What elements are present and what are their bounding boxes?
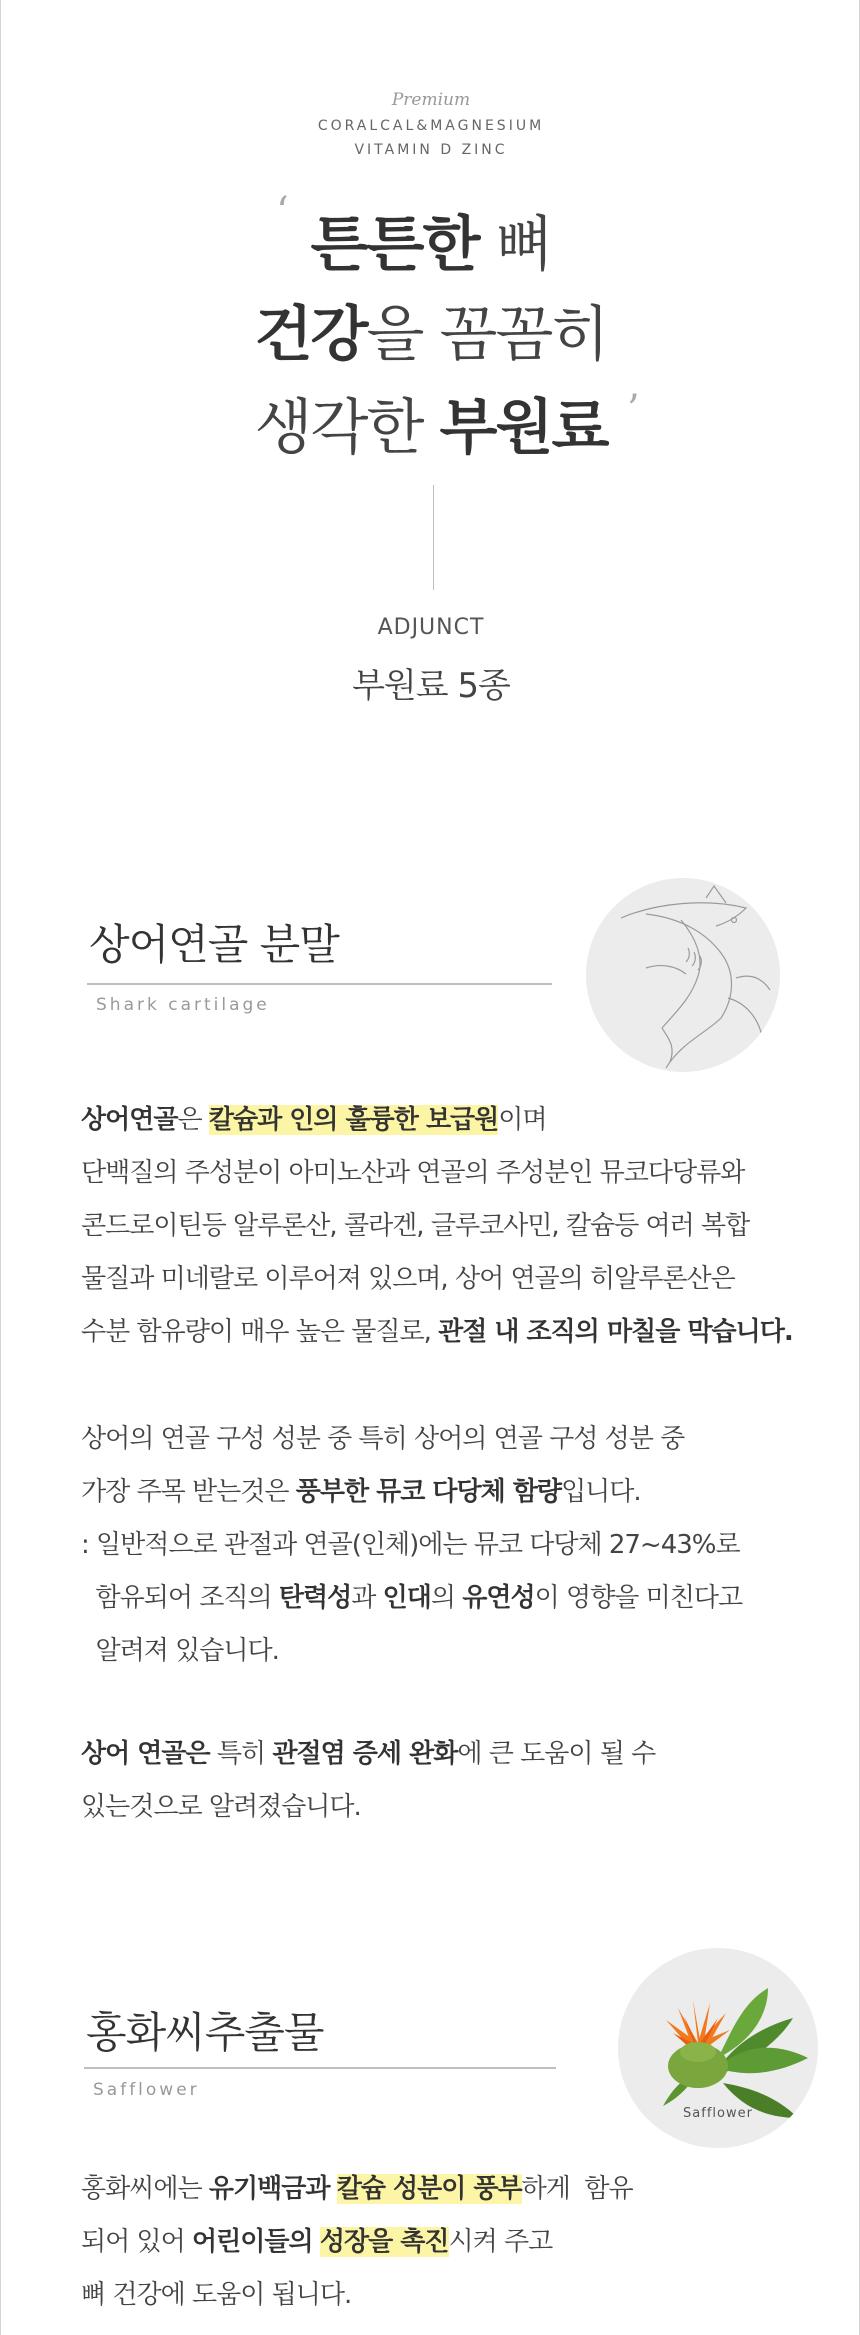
text: 특히 [209, 1739, 273, 1769]
adjunct-label-ko: 부원료 5종 [352, 666, 510, 706]
text-line: 알려져 있습니다. [81, 1636, 279, 1666]
headline-line-1-bold: 튼튼한 [310, 210, 479, 280]
text: 가장 주목 받는것은 [81, 1477, 296, 1507]
bold-text: 유연성 [462, 1583, 535, 1613]
premium-label: Premium [391, 90, 471, 110]
text: 에 큰 도움이 될 수 [457, 1739, 656, 1769]
text: 은 [177, 1105, 209, 1135]
headline-line-1 [1, 210, 860, 280]
headline-line-1-rest: 뼈 [478, 210, 552, 280]
section-subtitle-safflower: Safflower [93, 2080, 200, 2100]
text: 시켜 주고 [448, 2227, 553, 2257]
headline-line-3 [1, 393, 860, 463]
text-line [81, 2163, 821, 2216]
text-line [81, 1572, 821, 1625]
bold-text: 상어연골 [81, 1105, 178, 1135]
bold-text: 인대 [382, 1583, 431, 1613]
headline-line-3-rest: 생각한 [254, 393, 440, 463]
bold-text: 상어 연골은 [81, 1739, 210, 1769]
text-line [81, 1094, 821, 1147]
bold-text: 탄력성 [278, 1583, 352, 1613]
section-subtitle-shark: Shark cartilage [96, 995, 270, 1015]
shark-paragraph-1 [81, 1094, 821, 1359]
bold-text: 관절 내 조직의 마칠을 막습니다. [438, 1317, 793, 1347]
text: 의 [430, 1583, 463, 1613]
section-rule-shark [87, 983, 552, 985]
text-line [81, 1466, 821, 1519]
headline-line-2-bold: 건강 [254, 300, 367, 370]
safflower-image [618, 1948, 818, 2148]
text: 되어 있어 [81, 2227, 192, 2257]
text-line [81, 1728, 821, 1781]
bold-text: 풍부한 뮤코 다당체 함량 [295, 1477, 562, 1507]
brand-line-2: VITAMIN D ZINC [354, 142, 508, 158]
text: 입니다. [561, 1477, 641, 1507]
text: 홍화씨에는 [81, 2174, 209, 2204]
section-rule-safflower [84, 2067, 556, 2069]
text-line: : 일반적으로 관절과 연골(인체)에는 뮤코 다당체 27~43%로 [81, 1530, 740, 1560]
text: 수분 함유량이 매우 높은 물질로, [81, 1317, 439, 1347]
shark-line-drawing [586, 878, 780, 1072]
text-line [81, 1306, 821, 1359]
text-line: 콘드로이틴등 알루론산, 콜라겐, 글루코사민, 칼슘등 여러 복합 [81, 1211, 750, 1241]
bold-text: 어린이들의 [192, 2227, 313, 2257]
bold-text: 관절염 증세 완화 [272, 1739, 458, 1769]
text-line [81, 2216, 821, 2269]
quote-open-mark: ‘ [276, 189, 289, 235]
headline-line-3-bold: 부원료 [439, 393, 608, 463]
text-line: 뼈 건강에 도움이 됩니다. [81, 2280, 352, 2310]
adjunct-label-en: ADJUNCT [377, 615, 485, 640]
shark-paragraph-2 [81, 1413, 821, 1678]
text-line: 단백질의 주성분이 아미노산과 연골의 주성분인 뮤코다당류와 [81, 1158, 745, 1188]
brand-line-1: CORALCAL&MAGNESIUM [317, 118, 545, 134]
text: 함유되어 조직의 [81, 1583, 279, 1613]
vertical-divider [433, 485, 434, 590]
highlight-text: 칼슘 성분이 풍부 [336, 2174, 522, 2204]
text [329, 2174, 336, 2204]
quote-close-mark: ’ [627, 387, 640, 433]
headline-line-2-rest: 을 꼼꼼히 [366, 300, 608, 370]
text [313, 2227, 320, 2257]
text: 이 영향을 미친다고 [534, 1583, 743, 1613]
text: 이며 [498, 1105, 547, 1135]
section-title-shark: 상어연골 분말 [89, 920, 339, 969]
safflower-image-caption: Safflower [683, 2106, 753, 2121]
headline-line-2 [1, 300, 860, 370]
bold-text: 유기백금과 [208, 2174, 330, 2204]
text-line: 있는것으로 알려졌습니다. [81, 1792, 361, 1822]
text-line: 물질과 미네랄로 이루어져 있으며, 상어 연골의 히알루론산은 [81, 1264, 735, 1294]
shark-image [586, 878, 780, 1072]
safflower-paragraph-1 [81, 2163, 821, 2322]
highlight-text: 칼슘과 인의 훌륭한 보급원 [208, 1105, 499, 1135]
shark-paragraph-3 [81, 1728, 821, 1834]
text-line: 상어의 연골 구성 성분 중 특히 상어의 연골 구성 성분 중 [81, 1424, 685, 1454]
text: 과 [351, 1583, 383, 1613]
highlight-text: 성장을 촉진 [319, 2227, 449, 2257]
text: 하게 함유 [521, 2174, 633, 2204]
section-title-safflower: 홍화씨추출물 [86, 2008, 324, 2057]
